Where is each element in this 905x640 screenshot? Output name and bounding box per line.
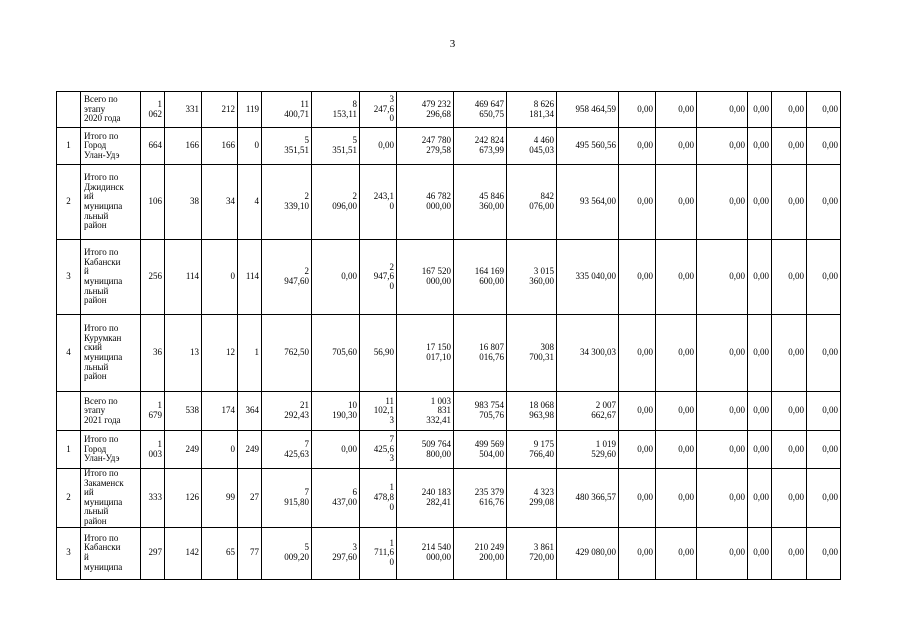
table-cell: 36	[141, 315, 165, 392]
table-cell: 247 780 279,58	[397, 128, 454, 165]
row-number	[57, 92, 81, 128]
table-cell: 0,00	[619, 128, 656, 165]
table-cell: 0,00	[807, 469, 841, 528]
table-cell: 0,00	[656, 527, 697, 579]
row-label: Итого по Джидинск ий муниципа льный район	[81, 165, 141, 240]
table-cell: 479 232 296,68	[397, 92, 454, 128]
table-cell: 0,00	[807, 315, 841, 392]
table-cell: 0,00	[697, 128, 748, 165]
table-cell: 0,00	[312, 240, 360, 315]
table-row	[57, 165, 841, 240]
table-cell: 480 366,57	[557, 469, 619, 528]
table-cell: 0,00	[748, 315, 772, 392]
table-cell: 142	[165, 527, 202, 579]
table-cell: 93 564,00	[557, 165, 619, 240]
table-cell: 3 247,6 0	[360, 92, 397, 128]
table-cell: 256	[141, 240, 165, 315]
table-cell: 6 437,00	[312, 469, 360, 528]
table-cell: 1 711,6 0	[360, 527, 397, 579]
table-cell: 0,00	[697, 431, 748, 469]
table-cell: 5 009,20	[262, 527, 312, 579]
table-cell: 0,00	[656, 392, 697, 431]
table-cell: 249	[165, 431, 202, 469]
table-cell: 114	[165, 240, 202, 315]
table-cell: 0,00	[619, 527, 656, 579]
table-row	[57, 527, 841, 579]
table-cell: 18 068 963,98	[507, 392, 557, 431]
table-cell: 0,00	[748, 469, 772, 528]
table-cell: 0,00	[697, 469, 748, 528]
table-cell: 21 292,43	[262, 392, 312, 431]
table-cell: 99	[202, 469, 238, 528]
table-cell: 2 947,60	[262, 240, 312, 315]
row-number: 3	[57, 240, 81, 315]
table-cell: 1 019 529,60	[557, 431, 619, 469]
table-cell: 0,00	[772, 469, 807, 528]
row-number: 1	[57, 431, 81, 469]
row-number: 4	[57, 315, 81, 392]
table-cell: 3 861 720,00	[507, 527, 557, 579]
table-cell: 705,60	[312, 315, 360, 392]
table-cell: 5 351,51	[262, 128, 312, 165]
table-cell: 0,00	[656, 469, 697, 528]
table-cell: 0,00	[748, 240, 772, 315]
table-cell: 4	[238, 165, 262, 240]
table-cell: 0,00	[697, 240, 748, 315]
table-cell: 509 764 800,00	[397, 431, 454, 469]
table-cell: 16 807 016,76	[454, 315, 507, 392]
data-table	[56, 91, 841, 580]
table-cell: 1 478,8 0	[360, 469, 397, 528]
table-cell: 1 003	[141, 431, 165, 469]
table-cell: 0,00	[748, 92, 772, 128]
table-row	[57, 431, 841, 469]
table-cell: 164 169 600,00	[454, 240, 507, 315]
table-cell: 364	[238, 392, 262, 431]
table-cell: 0,00	[807, 240, 841, 315]
table-cell: 167 520 000,00	[397, 240, 454, 315]
table-cell: 11 400,71	[262, 92, 312, 128]
table-cell: 10 190,30	[312, 392, 360, 431]
row-label: Итого по Кабански й муниципа льный район	[81, 240, 141, 315]
table-cell: 0,00	[772, 240, 807, 315]
table-cell: 166	[202, 128, 238, 165]
table-cell: 0,00	[772, 527, 807, 579]
table-cell: 297	[141, 527, 165, 579]
table-cell: 0,00	[807, 92, 841, 128]
table-cell: 0,00	[619, 92, 656, 128]
row-label: Всего по этапу 2021 года	[81, 392, 141, 431]
table-cell: 27	[238, 469, 262, 528]
table-cell: 983 754 705,76	[454, 392, 507, 431]
table-cell: 0,00	[772, 431, 807, 469]
table-cell: 0,00	[656, 92, 697, 128]
table-cell: 114	[238, 240, 262, 315]
table-cell: 2 947,6 0	[360, 240, 397, 315]
row-number	[57, 392, 81, 431]
table-cell: 0,00	[656, 165, 697, 240]
table-cell: 0,00	[619, 392, 656, 431]
table-cell: 0,00	[807, 165, 841, 240]
table-cell: 0,00	[807, 431, 841, 469]
table-cell: 1 062	[141, 92, 165, 128]
table-cell: 8 626 181,34	[507, 92, 557, 128]
table-cell: 4 460 045,03	[507, 128, 557, 165]
table-cell: 9 175 766,40	[507, 431, 557, 469]
table-row	[57, 128, 841, 165]
table-cell: 495 560,56	[557, 128, 619, 165]
row-number: 2	[57, 469, 81, 528]
row-label: Всего по этапу 2020 года	[81, 92, 141, 128]
table-cell: 119	[238, 92, 262, 128]
row-label: Итого по Город Улан-Удэ	[81, 431, 141, 469]
table-cell: 0,00	[619, 469, 656, 528]
table-row	[57, 315, 841, 392]
table-cell: 664	[141, 128, 165, 165]
table-cell: 240 183 282,41	[397, 469, 454, 528]
table-cell: 11 102,1 3	[360, 392, 397, 431]
table-row	[57, 92, 841, 128]
row-number: 2	[57, 165, 81, 240]
table-cell: 0,00	[772, 92, 807, 128]
table-cell: 0,00	[807, 128, 841, 165]
table-cell: 1	[238, 315, 262, 392]
table-cell: 235 379 616,76	[454, 469, 507, 528]
table-cell: 2 339,10	[262, 165, 312, 240]
table-cell: 34	[202, 165, 238, 240]
table-cell: 210 249 200,00	[454, 527, 507, 579]
table-cell: 0,00	[697, 92, 748, 128]
row-label: Итого по Закаменск ий муниципа льный район	[81, 469, 141, 528]
table-cell: 7 915,80	[262, 469, 312, 528]
table-cell: 17 150 017,10	[397, 315, 454, 392]
table-cell: 5 351,51	[312, 128, 360, 165]
table-cell: 0,00	[619, 431, 656, 469]
table-cell: 242 824 673,99	[454, 128, 507, 165]
row-label: Итого по Город Улан-Удэ	[81, 128, 141, 165]
table-cell: 56,90	[360, 315, 397, 392]
row-number: 3	[57, 527, 81, 579]
table-cell: 0,00	[748, 527, 772, 579]
table-cell: 0,00	[697, 165, 748, 240]
row-number: 1	[57, 128, 81, 165]
table-cell: 958 464,59	[557, 92, 619, 128]
table-cell: 0,00	[697, 527, 748, 579]
table-cell: 0,00	[697, 315, 748, 392]
table-cell: 0,00	[656, 128, 697, 165]
row-label: Итого по Кабански й муниципа	[81, 527, 141, 579]
table-cell: 0,00	[656, 315, 697, 392]
table-cell: 13	[165, 315, 202, 392]
table-cell: 249	[238, 431, 262, 469]
row-label: Итого по Курумкан ский муниципа льный район	[81, 315, 141, 392]
table-cell: 499 569 504,00	[454, 431, 507, 469]
table-cell: 0	[202, 240, 238, 315]
table-cell: 214 540 000,00	[397, 527, 454, 579]
table-body	[57, 92, 841, 580]
table-cell: 126	[165, 469, 202, 528]
table-cell: 0,00	[807, 392, 841, 431]
table-cell: 0,00	[312, 431, 360, 469]
table-cell: 308 700,31	[507, 315, 557, 392]
table-cell: 8 153,11	[312, 92, 360, 128]
table-cell: 0,00	[748, 165, 772, 240]
table-cell: 0,00	[360, 128, 397, 165]
table-cell: 842 076,00	[507, 165, 557, 240]
table-cell: 77	[238, 527, 262, 579]
table-row	[57, 240, 841, 315]
table-cell: 331	[165, 92, 202, 128]
table-cell: 174	[202, 392, 238, 431]
table-cell: 106	[141, 165, 165, 240]
table-cell: 538	[165, 392, 202, 431]
table-cell: 12	[202, 315, 238, 392]
table-cell: 469 647 650,75	[454, 92, 507, 128]
table-cell: 0,00	[656, 431, 697, 469]
table-cell: 2 007 662,67	[557, 392, 619, 431]
table-cell: 166	[165, 128, 202, 165]
table-cell: 0,00	[697, 392, 748, 431]
table-cell: 243,1 0	[360, 165, 397, 240]
table-cell: 45 846 360,00	[454, 165, 507, 240]
table-cell: 212	[202, 92, 238, 128]
table-cell: 0,00	[748, 392, 772, 431]
table-cell: 1 679	[141, 392, 165, 431]
table-cell: 762,50	[262, 315, 312, 392]
table-cell: 7 425,63	[262, 431, 312, 469]
table-cell: 429 080,00	[557, 527, 619, 579]
table-row	[57, 392, 841, 431]
table-cell: 2 096,00	[312, 165, 360, 240]
table-cell: 0,00	[772, 165, 807, 240]
table-cell: 46 782 000,00	[397, 165, 454, 240]
table-cell: 3 015 360,00	[507, 240, 557, 315]
table-cell: 333	[141, 469, 165, 528]
table-cell: 65	[202, 527, 238, 579]
table-cell: 0	[202, 431, 238, 469]
table-cell: 0,00	[619, 240, 656, 315]
table-cell: 335 040,00	[557, 240, 619, 315]
table-cell: 0,00	[772, 392, 807, 431]
table-cell: 0,00	[748, 431, 772, 469]
table-cell: 38	[165, 165, 202, 240]
table-cell: 34 300,03	[557, 315, 619, 392]
table-cell: 0,00	[772, 315, 807, 392]
table-cell: 0	[238, 128, 262, 165]
table-cell: 4 323 299,08	[507, 469, 557, 528]
page-number: 3	[449, 38, 456, 50]
table-row	[57, 469, 841, 528]
table-cell: 0,00	[772, 128, 807, 165]
table-cell: 0,00	[619, 165, 656, 240]
table-cell: 0,00	[619, 315, 656, 392]
table-cell: 3 297,60	[312, 527, 360, 579]
table-cell: 0,00	[748, 128, 772, 165]
table-cell: 0,00	[656, 240, 697, 315]
table-cell: 1 003 831 332,41	[397, 392, 454, 431]
table-cell: 0,00	[807, 527, 841, 579]
table-cell: 7 425,6 3	[360, 431, 397, 469]
